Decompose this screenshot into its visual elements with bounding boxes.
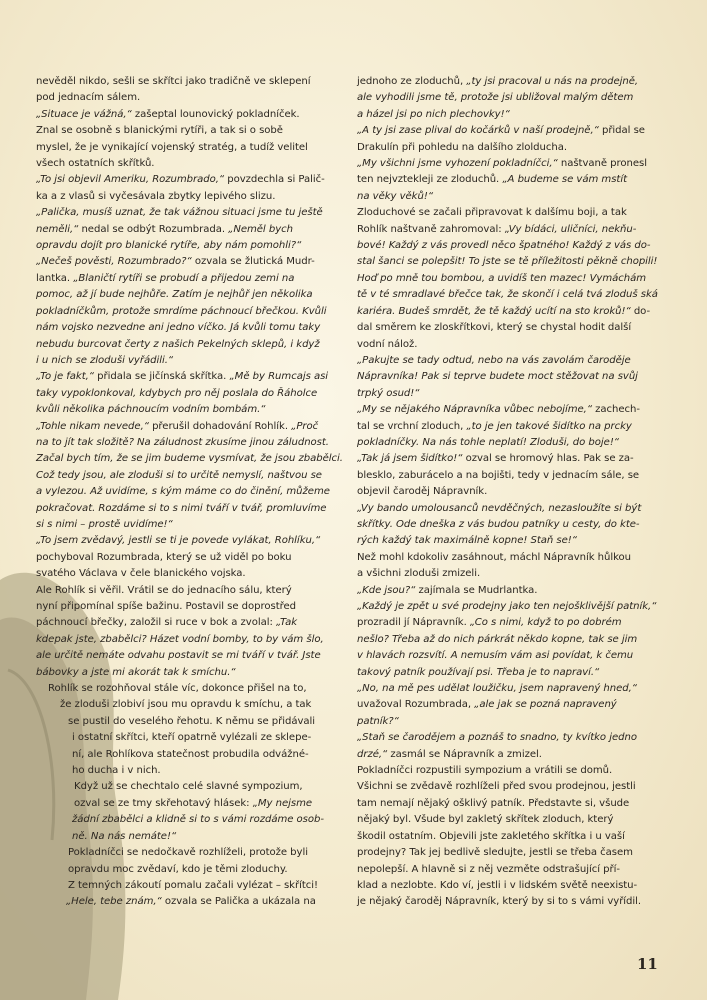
narration-text: prozradil jí Nápravník. xyxy=(357,617,470,629)
text-line xyxy=(357,156,653,172)
text-line xyxy=(357,419,653,435)
narration-text: blesklo, zaburácelo a na bojišti, tedy v jednacím sále, se xyxy=(357,469,640,481)
narration-text: Všichni se zvědavě rozhlíželi před svou prodejnou, jestli xyxy=(357,781,636,793)
text-line xyxy=(357,632,653,648)
left-text-column xyxy=(36,74,343,911)
dialogue-text: si s nimi – prostě uvidíme!“ xyxy=(36,518,173,530)
text-line xyxy=(36,845,336,861)
narration-text: nedal se odbýt Rozumbrada. xyxy=(78,223,229,235)
dialogue-text: „Proč xyxy=(291,420,319,432)
text-line xyxy=(36,238,336,254)
dialogue-text: pokladníčkům, protože smrdíme páchnoucí břečkou. Kvůli xyxy=(36,305,327,317)
dialogue-text: „My všichni jsme vyhození pokladníčci,“ xyxy=(357,158,558,170)
text-line xyxy=(357,615,653,631)
text-line xyxy=(36,894,336,910)
text-line xyxy=(357,189,653,205)
text-line xyxy=(36,763,336,779)
dialogue-text: „Nečeš pověsti, Rozumbrado?“ xyxy=(36,256,192,268)
text-line xyxy=(36,369,336,385)
dialogue-text: a házel jsi po nich plechovky!“ xyxy=(357,108,510,120)
text-line xyxy=(357,386,653,402)
text-line xyxy=(357,123,653,139)
narration-text: Pokladníčci rozpustili sympozium a vrátili se domů. xyxy=(357,765,613,777)
text-line xyxy=(36,156,336,172)
text-line xyxy=(36,402,336,418)
dialogue-text: „to je jen takové šidítko na prcky xyxy=(466,420,632,432)
text-line xyxy=(357,238,653,254)
dialogue-text: Nápravníka! Pak si teprve budete moct stěžovat na svůj xyxy=(357,371,638,383)
dialogue-text: ale určitě nemáte odvahu postavit se mi tváří v tvář. Jste xyxy=(36,650,321,662)
text-line xyxy=(36,648,336,664)
narration-text: nepolepší. A hlavně si z něj vezměte odstrašující pří- xyxy=(357,863,620,875)
text-line xyxy=(36,320,336,336)
text-line xyxy=(357,304,653,320)
dialogue-text: „No, na mě pes udělat loužičku, jsem napravený hned,“ xyxy=(357,683,637,695)
text-line xyxy=(36,484,336,500)
dialogue-text: „Každý je zpět u své prodejny jako ten nejošklivější patník,“ xyxy=(357,601,657,612)
narration-text: ka a z vlasů si vyčesávala zbytky lepivého slizu. xyxy=(36,190,276,202)
narration-text: ozval se hromový hlas. Pak se za- xyxy=(462,453,634,465)
text-line xyxy=(357,90,653,106)
narration-text: Zloduchové se začali připravovat k dalšímu boji, a tak xyxy=(357,207,627,219)
narration-text: Než mohl kdokoliv zasáhnout, máchl Nápravník hůlkou xyxy=(357,551,632,563)
dialogue-text: ně. Na nás nemáte!“ xyxy=(72,830,177,842)
text-line xyxy=(357,402,653,418)
text-line xyxy=(36,222,336,238)
text-line xyxy=(357,665,653,681)
text-line xyxy=(36,599,336,615)
dialogue-text: trpký osud!“ xyxy=(357,387,420,399)
narration-text: naštvaně pronesl xyxy=(557,158,648,170)
dialogue-text: opravdu dojít pro blanické rytíře, aby nám pomohli?“ xyxy=(36,240,302,252)
narration-text: objevil čaroděj Nápravník. xyxy=(357,486,488,498)
text-line xyxy=(36,583,336,599)
narration-text: ozval se ze tmy skřehotavý hlásek: xyxy=(74,797,253,809)
dialogue-text: pomoc, až jí bude nejhůře. Zatím je nejhůř jen několika xyxy=(36,289,313,301)
dialogue-text: Hoď po mně tou bombou, a uvidíš ten mazec! Vymáchám xyxy=(357,272,647,284)
dialogue-text: „To jsi objevil Ameriku, Rozumbrado,“ xyxy=(36,174,225,186)
text-line xyxy=(357,730,653,746)
dialogue-text: „A ty jsi zase plival do kočárků v naší prodejně,“ xyxy=(357,125,599,137)
dialogue-text: „Vy bídáci, uličníci, nekňu- xyxy=(504,223,637,235)
text-line xyxy=(36,747,336,763)
text-line xyxy=(357,566,653,582)
narration-text: tal se vrchní zloduch, xyxy=(357,420,467,432)
narration-text: je nějaký čaroděj Nápravník, který by si to s vámi vyřídil. xyxy=(357,896,642,908)
narration-text: zachech- xyxy=(592,404,640,416)
text-line xyxy=(36,615,336,631)
text-line xyxy=(36,878,336,894)
dialogue-text: žádní zbabělci a klidně si to s vámi rozdáme osob- xyxy=(72,814,324,826)
dialogue-text: pokladníčky. Na nás tohle neplatí! Zloduši, do boje!“ xyxy=(357,436,619,448)
narration-text: ten nejvztekleji ze zloduchů. xyxy=(357,174,503,186)
text-line xyxy=(357,74,653,90)
dialogue-text: „Co s nimi, když to po dobrém xyxy=(469,617,622,629)
narration-text: svatého Václava v čele blanického vojska. xyxy=(36,568,246,580)
text-line xyxy=(357,107,653,123)
text-line xyxy=(36,140,336,156)
text-line xyxy=(36,90,336,106)
text-line xyxy=(357,435,653,451)
text-line xyxy=(357,747,653,763)
text-line xyxy=(36,501,336,517)
narration-text: se pustil do veselého řehotu. K němu se přidávali xyxy=(68,715,316,727)
text-line xyxy=(36,205,336,221)
dialogue-text: „To je fakt,“ xyxy=(36,371,94,383)
narration-text: ozvala se žlutická Mudr- xyxy=(191,256,315,268)
narration-text: tam nemají nějaký ošklivý patník. Představte si, všude xyxy=(357,797,630,809)
dialogue-text: „A budeme se vám mstít xyxy=(502,174,627,186)
narration-text: myslel, že je vynikající vojenský stratég, a tudíž velitel xyxy=(36,141,308,153)
dialogue-text: „Blaničtí rytíři se probudí a přijedou zemi na xyxy=(73,272,295,284)
text-line xyxy=(36,829,336,845)
text-line xyxy=(357,878,653,894)
narration-text: prodejny? Tak jej bedlivě sledujte, jestli se třeba časem xyxy=(357,847,633,859)
narration-text: dal směrem ke zloskřítkovi, který se chystal hodit další xyxy=(357,322,632,334)
narration-text: zasmál se Nápravník a zmizel. xyxy=(387,748,542,760)
dialogue-text: tě v té smradlavé břečce tak, že skončí i celá tvá zloduš ská xyxy=(357,289,658,301)
dialogue-text: na věky věků!“ xyxy=(357,190,434,202)
dialogue-text: „ale jak se pozná napravený xyxy=(474,699,617,711)
dialogue-text: v hlavách rozsvítí. A nemusím vám asi povídat, k čemu xyxy=(357,650,634,662)
text-line xyxy=(36,468,336,484)
text-line xyxy=(357,812,653,828)
dialogue-text: „ty jsi pracoval u nás na prodejně, xyxy=(466,76,639,87)
text-line xyxy=(36,550,336,566)
dialogue-text: „To jsem zvědavý, jestli se ti je povede vylákat, Rohlíku,“ xyxy=(36,535,321,547)
narration-text: nevěděl nikdo, sešli se skřítci jako tradičně ve sklepení xyxy=(36,76,311,87)
text-line xyxy=(36,697,336,713)
text-line xyxy=(36,386,336,402)
narration-text: povzdechla si Palič- xyxy=(224,174,325,186)
text-line xyxy=(36,189,336,205)
dialogue-text: „Tak já jsem šidítko!“ xyxy=(357,453,463,465)
dialogue-text: „Tohle nikam nevede,“ xyxy=(36,420,149,432)
narration-text: přerušil dohadování Rohlík. xyxy=(148,420,292,432)
text-line xyxy=(357,648,653,664)
text-line xyxy=(36,451,343,467)
dialogue-text: rých každý tak maximálně kopne! Staň se!“ xyxy=(357,535,577,547)
text-line xyxy=(357,271,653,287)
narration-text: Když už se chechtalo celé slavné sympozium, xyxy=(74,781,303,793)
text-line xyxy=(357,862,653,878)
narration-text: nějaký byl. Všude byl zakletý skřítek zloduch, který xyxy=(357,814,614,826)
narration-text: všech ostatních skřítků. xyxy=(36,158,155,170)
narration-text: pod jednacím sálem. xyxy=(36,92,141,104)
narration-text: jednoho ze zloduchů, xyxy=(357,76,467,87)
dialogue-text: i u nich se zloduši vyřádili.“ xyxy=(36,354,174,366)
text-line xyxy=(36,304,336,320)
text-line xyxy=(36,107,336,123)
right-text-column xyxy=(357,74,658,911)
text-line xyxy=(36,533,336,549)
text-line xyxy=(357,779,653,795)
narration-text: přidala se jičínská skřítka. xyxy=(93,371,230,383)
narration-text: i ostatní skřítci, kteří opatrně vylézali ze sklepe- xyxy=(72,732,312,744)
text-line xyxy=(36,779,336,795)
dialogue-text: drzé,“ xyxy=(357,748,388,760)
text-line xyxy=(36,681,336,697)
dialogue-text: „Vy bando umolousanců nevděčných, nezasloužíte si být xyxy=(357,502,642,514)
narration-text: Pokladníčci se nedočkavě rozhlíželi, protože byli xyxy=(68,847,308,859)
text-line xyxy=(36,123,336,139)
text-line xyxy=(36,517,336,533)
text-line xyxy=(357,287,658,303)
text-line xyxy=(36,862,336,878)
narration-text: ozvala se Palička a ukázala na xyxy=(161,896,316,908)
narration-text: uvažoval Rozumbrada, xyxy=(357,699,475,711)
narration-text: Rohlík naštvaně zahromoval: xyxy=(357,223,505,235)
text-line xyxy=(357,599,657,615)
text-line xyxy=(357,140,653,156)
text-line xyxy=(36,812,336,828)
text-line xyxy=(357,763,653,779)
text-line xyxy=(36,419,336,435)
narration-text: do- xyxy=(630,305,651,317)
dialogue-text: „Palička, musíš uznat, že tak vážnou situaci jsme tu ještě xyxy=(36,207,323,219)
dialogue-text: „Hele, tebe znám,“ xyxy=(66,896,162,908)
dialogue-text: na to jít tak složitě? Na záludnost zkusíme jinou záludnost. xyxy=(36,436,329,448)
text-line xyxy=(357,583,653,599)
narration-text: klad a nezlobte. Kdo ví, jestli i v lidském světě neexistu- xyxy=(357,879,638,891)
dialogue-text: a vylezou. Až uvidíme, s kým máme co do činění, můžeme xyxy=(36,486,330,498)
dialogue-text: bábovky a jste mi akorát tak k smíchu.“ xyxy=(36,666,236,678)
text-line xyxy=(357,517,653,533)
narration-text: škodil ostatním. Objevili jste zakletého skřítka i u vaší xyxy=(357,830,625,842)
narration-text: Ale Rohlík si věřil. Vrátil se do jednacího sálu, který xyxy=(36,584,292,596)
narration-text: že zloduši zlobiví jsou mu opravdu k smíchu, a tak xyxy=(60,699,312,711)
dialogue-text: „Pakujte se tady odtud, nebo na vás zavolám čaroděje xyxy=(357,354,631,366)
text-line xyxy=(36,730,336,746)
text-line xyxy=(357,172,653,188)
dialogue-text: bové! Každý z vás provedl něco špatného! Každý z vás do- xyxy=(357,240,651,252)
text-line xyxy=(357,714,653,730)
text-line xyxy=(357,337,653,353)
dialogue-text: „Staň se čarodějem a poznáš to snadno, ty kvítko jedno xyxy=(357,732,637,744)
text-line xyxy=(36,796,336,812)
dialogue-text: patník?“ xyxy=(357,715,399,727)
dialogue-text: pokračovat. Rozdáme si to s nimi tváří v tvář, promluvíme xyxy=(36,502,327,514)
text-line xyxy=(357,369,653,385)
text-line xyxy=(36,74,336,90)
text-line xyxy=(36,337,336,353)
text-line xyxy=(357,845,653,861)
text-line xyxy=(357,533,653,549)
text-line xyxy=(357,796,653,812)
text-line xyxy=(36,271,336,287)
text-line xyxy=(36,254,336,270)
narration-text: Z temných zákoutí pomalu začali vylézat – skřítci! xyxy=(68,879,318,891)
text-line xyxy=(357,353,653,369)
dialogue-text: stal šanci se polepšit! To jste se tě příležitosti pěkně chopili! xyxy=(357,256,658,268)
narration-text: pochyboval Rozumbrada, který se už viděl po boku xyxy=(36,551,292,563)
text-line xyxy=(357,501,653,517)
dialogue-text: takový patník používají psi. Třeba je to napraví.“ xyxy=(357,666,600,678)
text-line xyxy=(36,435,336,451)
dialogue-text: kariéra. Budeš smrdět, že tě každý ucítí na sto kroků!“ xyxy=(357,305,631,317)
text-line xyxy=(357,205,653,221)
narration-text: Drakulín při pohledu na dalšího zlolducha. xyxy=(357,141,567,153)
narration-text: přidal se xyxy=(598,125,645,137)
text-line xyxy=(357,894,653,910)
text-line xyxy=(357,468,653,484)
dialogue-text: nám vojsko nezvedne ani jedno víčko. Já kvůli tomu taky xyxy=(36,322,321,334)
narration-text: páchnoucí břečky, založil si ruce v bok a zvolal: xyxy=(36,617,276,629)
dialogue-text: „Situace je vážná,“ xyxy=(36,108,132,120)
text-line xyxy=(357,484,653,500)
text-line xyxy=(36,172,336,188)
narration-text: Rohlík se rozohňoval stále víc, dokonce přišel na to, xyxy=(48,683,307,695)
narration-text: opravdu moc zvědaví, kdo je těmi zloduchy. xyxy=(68,863,288,875)
text-line xyxy=(36,714,336,730)
dialogue-text: „My se nějakého Nápravníka vůbec nebojíme,“ xyxy=(357,404,592,416)
narration-text: nyní připomínal spíše bažinu. Postavil se doprostřed xyxy=(36,601,297,612)
dialogue-text: ale vyhodili jsme tě, protože jsi ubližoval malým dětem xyxy=(357,92,634,104)
text-line xyxy=(36,353,336,369)
text-line xyxy=(357,550,653,566)
text-line xyxy=(36,287,336,303)
text-line xyxy=(357,697,653,713)
dialogue-text: „Tak xyxy=(275,617,298,629)
narration-text: ní, ale Rohlíkova statečnost probudila odvážné- xyxy=(72,748,309,760)
text-line xyxy=(36,566,336,582)
page-number: 11 xyxy=(637,955,658,973)
dialogue-text: „Mě by Rumcajs asi xyxy=(229,371,329,383)
dialogue-text: neměli,“ xyxy=(36,223,79,235)
dialogue-text: Začal bych tím, že se jim budeme vysmívat, že jsou zbabělci. xyxy=(36,453,343,465)
dialogue-text: „Neměl bych xyxy=(228,223,293,235)
text-line xyxy=(357,320,653,336)
text-line xyxy=(36,665,336,681)
narration-text: vodní nálož. xyxy=(357,338,418,350)
text-line xyxy=(36,632,336,648)
narration-text: zajímala se Mudrlantka. xyxy=(415,584,538,596)
dialogue-text: taky vypoklonkoval, kdybych pro něj poslala do Řáholce xyxy=(36,387,318,399)
text-line xyxy=(357,829,653,845)
text-line xyxy=(357,681,653,697)
narration-text: lantka. xyxy=(36,272,74,284)
dialogue-text: Což tedy jsou, ale zloduši si to určitě nemyslí, naštvou se xyxy=(36,469,322,481)
text-line xyxy=(357,222,653,238)
dialogue-text: kvůli několika páchnoucím vodním bombám.“ xyxy=(36,404,266,416)
narration-text: zašeptal lounovický pokladníček. xyxy=(131,108,300,120)
dialogue-text: „My nejsme xyxy=(252,797,313,809)
text-line xyxy=(357,254,658,270)
dialogue-text: kdepak jste, zbabělci? Házet vodní bomby, to by vám šlo, xyxy=(36,633,324,645)
text-line xyxy=(357,451,653,467)
dialogue-text: nešlo? Třeba až do nich párkrát někdo kopne, tak se jim xyxy=(357,633,638,645)
dialogue-text: skřítky. Ode dneška z vás budou patníky u cesty, do kte- xyxy=(357,518,640,530)
dialogue-text: „Kde jsou?“ xyxy=(357,584,416,596)
narration-text: ho ducha i v nich. xyxy=(72,765,161,777)
dialogue-text: nebudu burcovat čerty z našich Pekelných sklepů, i když xyxy=(36,338,320,350)
narration-text: Znal se osobně s blanickými rytíři, a tak si o sobě xyxy=(36,125,283,137)
narration-text: a všichni zloduši zmizeli. xyxy=(357,568,481,580)
